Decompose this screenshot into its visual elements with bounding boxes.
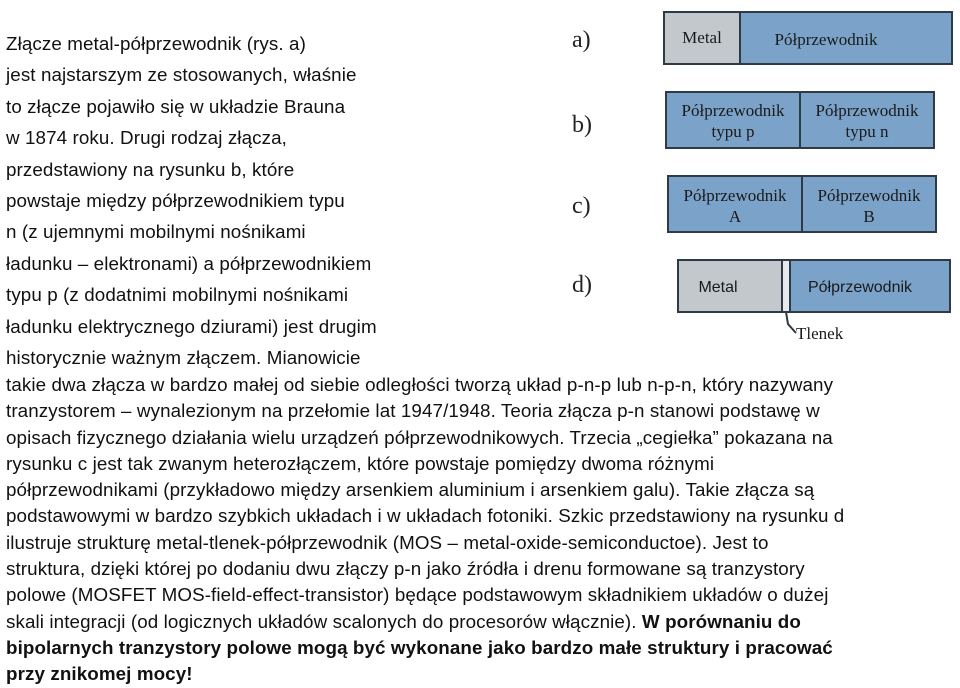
figure-b-right-label-2: typu n [845, 122, 889, 141]
figure-b [666, 92, 934, 148]
figure-b-right-label-1: Półprzewodnik [815, 101, 919, 120]
figure-d [678, 260, 950, 343]
figure-a-left-label: Metal [682, 28, 722, 47]
body-line: tranzystorem – wynalezionym na przełomie lat 1947/1948. Teoria złącza p-n stanowi podstawę w [6, 400, 820, 422]
body-line-with-bold [6, 609, 956, 635]
bold-conclusion-line: przy znikomej mocy! [6, 663, 193, 685]
figure-a-letter: a) [572, 27, 591, 53]
oxide-label: Tlenek [796, 324, 844, 343]
intro-line: n (z ujemnymi mobilnymi nośnikami [6, 221, 306, 243]
bold-conclusion-start: W porównaniu do [636, 610, 801, 632]
figure-c-right-label-1: Półprzewodnik [817, 186, 921, 205]
figure-b-left-label-1: Półprzewodnik [681, 101, 785, 120]
figure-c-left-label-1: Półprzewodnik [683, 186, 787, 205]
intro-line: ładunku – elektronami) a półprzewodnikiem [6, 252, 372, 274]
bold-conclusion-line: bipolarnych tranzystory polowe mogą być wykonane jako bardzo małe struktury i pracować [6, 636, 833, 658]
figure-a [664, 12, 952, 64]
intro-line: historycznie ważnym złączem. Mianowicie [6, 347, 361, 369]
body-line: struktura, dzięki której po dodaniu dwu złączy p-n jako źródła i drenu formowane są tranzystory [6, 558, 805, 580]
intro-line: w 1874 roku. Drugi rodzaj złącza, [6, 127, 287, 149]
oxide-layer [782, 260, 790, 312]
figure-d-letter: d) [572, 272, 592, 298]
figure-c-right-label-2: B [863, 207, 875, 226]
figure-a-right-label: Półprzewodnik [774, 30, 878, 49]
figure-d-left-label: Metal [698, 279, 738, 296]
body-line: takie dwa złącza w bardzo małej od siebie odległości tworzą układ p-n-p lub n-p-n, który nazywany [6, 374, 834, 395]
intro-paragraph [6, 28, 554, 373]
figure-c-letter: c) [572, 193, 591, 219]
figure-c [668, 176, 936, 232]
oxide-pointer-line [786, 312, 796, 333]
figure-b-left-label-2: typu p [711, 122, 755, 141]
body-line: polowe (MOSFET MOS-field-effect-transistor) będące podstawowym składnikiem układów o dużej [6, 584, 829, 606]
figure-b-letter: b) [572, 112, 592, 138]
body-line: półprzewodnikami (przykładowo między arsenkiem aluminium i arsenkiem galu). Takie złącza są [6, 479, 815, 501]
intro-line: powstaje między półprzewodnikiem typu [6, 190, 345, 212]
figure-d-right-label: Półprzewodnik [807, 279, 913, 296]
body-line: ilustruje strukturę metal-tlenek-półprzewodnik (MOS – metal-oxide-semiconductoe). Jest to [6, 531, 769, 553]
junction-figure [560, 0, 960, 370]
body-line: podstawowymi w bardzo szybkich układach i w układach fotoniki. Szkic przedstawiony na rysunku d [6, 505, 845, 527]
intro-line: Złącze metal-półprzewodnik (rys. a) [6, 33, 306, 54]
body-line: rysunku c jest tak zwanym heterozłączem, które powstaje pomiędzy dwoma różnymi [6, 452, 715, 474]
figure-c-left-label-2: A [728, 207, 742, 226]
intro-line: to złącze pojawiło się w układzie Brauna [6, 95, 346, 117]
intro-line: jest najstarszym ze stosowanych, właśnie [6, 64, 357, 86]
intro-line: ładunku elektrycznego dziurami) jest drugim [6, 315, 377, 337]
intro-line: przedstawiony na rysunku b, które [6, 158, 295, 180]
body-line-text: skali integracji (od logicznych układów scalonych do procesorów włącznie). [6, 610, 637, 632]
body-line: opisach fizycznego działania wielu urządzeń półprzewodnikowych. Trzecia „cegiełka” pokazana na [6, 426, 833, 448]
body-paragraph [6, 372, 956, 688]
intro-line: typu p (z dodatnimi mobilnymi nośnikami [6, 284, 349, 306]
